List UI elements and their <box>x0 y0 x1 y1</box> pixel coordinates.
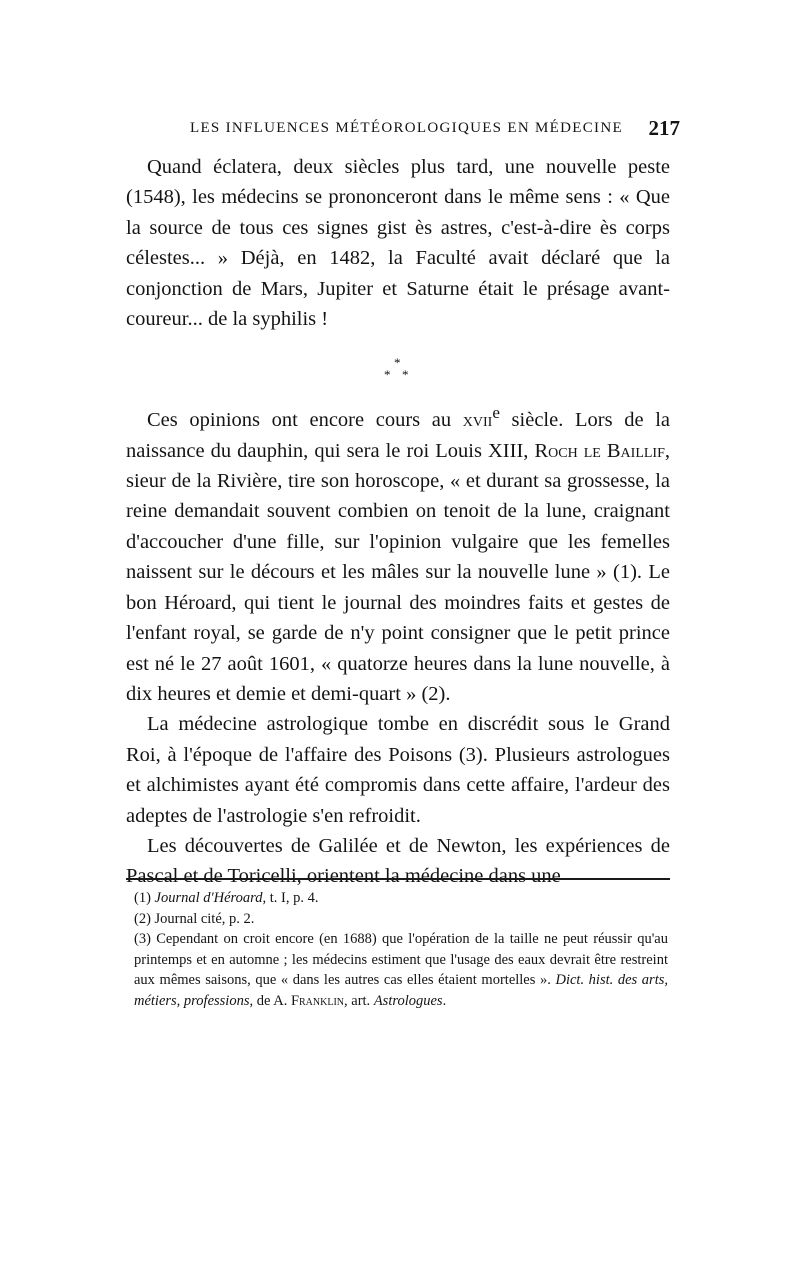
person-name: Roch le Baillif <box>534 439 665 462</box>
running-title: LES INFLUENCES MÉTÉOROLOGIQUES EN MÉDECINE <box>190 120 623 136</box>
text-run: . <box>442 992 447 1009</box>
text-run: siècle. Lors de la naissance du dauphin, qui sera le roi Louis XIII, <box>126 409 670 462</box>
section-break-asterism <box>126 334 670 398</box>
footnote-1 <box>134 888 668 909</box>
author-name: Franklin <box>290 992 345 1009</box>
footnote-title: Journal d'Héroard <box>154 890 263 906</box>
page-header <box>190 116 680 142</box>
footnotes <box>134 888 668 1012</box>
century-numeral: xvii <box>462 409 493 432</box>
footnote-2: (2) Journal cité, p. 2. <box>134 910 255 927</box>
footnote-title: Dict. hist. des arts, métiers, professions <box>134 972 668 1009</box>
text-run: , sieur de la Rivière, tire son horoscope, « et durant sa grossesse, la reine demandait souvent combien on tenoit de la lune, craignant d'accoucher d'une fille, sur l'opinion vulgaire que les femelles naissent sur le décours et les mâles sur la nouvelle lune » (1). Le bon Héroard, qui tient le journal des moindres faits et gestes de l'enfant royal, se garde de n'y point consigner que le petit prince est né le 27 août 1601, « quatorze heures dans la lune nouvelle, à dix heures et demie et demi-quart » (2). <box>126 439 670 705</box>
page-number: 217 <box>648 116 680 140</box>
text-run: , de A. <box>249 992 291 1009</box>
article-title: Astrologues <box>373 992 443 1009</box>
footnote-mark: (1) <box>134 890 155 906</box>
text-run: , t. I, p. 4. <box>262 890 319 906</box>
paragraph-plague: Quand éclatera, deux siècles plus tard, une nouvelle peste (1548), les médecins se prononceront dans le même sens : « Que la source de tous ces signes gist ès astres, c'est-à-dire ès corps célestes... » Déjà, en 1482, la Faculté avait déclaré que la conjonction de Mars, Jupiter et Saturne était le présage avant-coureur... de la syphilis ! <box>126 156 670 331</box>
asterisk-mark: * <box>394 355 401 371</box>
superscript: e <box>492 403 500 423</box>
footnote-rule <box>126 878 670 880</box>
text-run: , art. <box>344 992 374 1009</box>
text-run: (3) Cependant on croit encore (en 1688) que l'opération de la taille ne peut réussir qu'au printemps et en automne ; les médecins estiment que l'usage des eaux devrait être restreint aux mêmes saisons, que « dans les autres cas elles étaient mortelles ». <box>134 931 668 989</box>
footnote-3 <box>134 929 668 1011</box>
text-run: Ces opinions ont encore cours au <box>147 409 463 432</box>
asterisk-mark: * <box>402 367 409 383</box>
main-text <box>126 152 670 892</box>
paragraph-discoveries: Les découvertes de Galilée et de Newton, les expériences de Pascal et de Toricelli, orientent la médecine dans une <box>126 834 670 888</box>
paragraph-horoscope <box>126 398 670 709</box>
paragraph-discredit: La médecine astrologique tombe en discrédit sous le Grand Roi, à l'époque de l'affaire des Poisons (3). Plusieurs astrologues et alchimistes ayant été compromis dans cette affaire, l'ardeur des adeptes de l'astrologie s'en refroidit. <box>126 713 670 827</box>
asterisk-mark: * <box>384 367 391 383</box>
